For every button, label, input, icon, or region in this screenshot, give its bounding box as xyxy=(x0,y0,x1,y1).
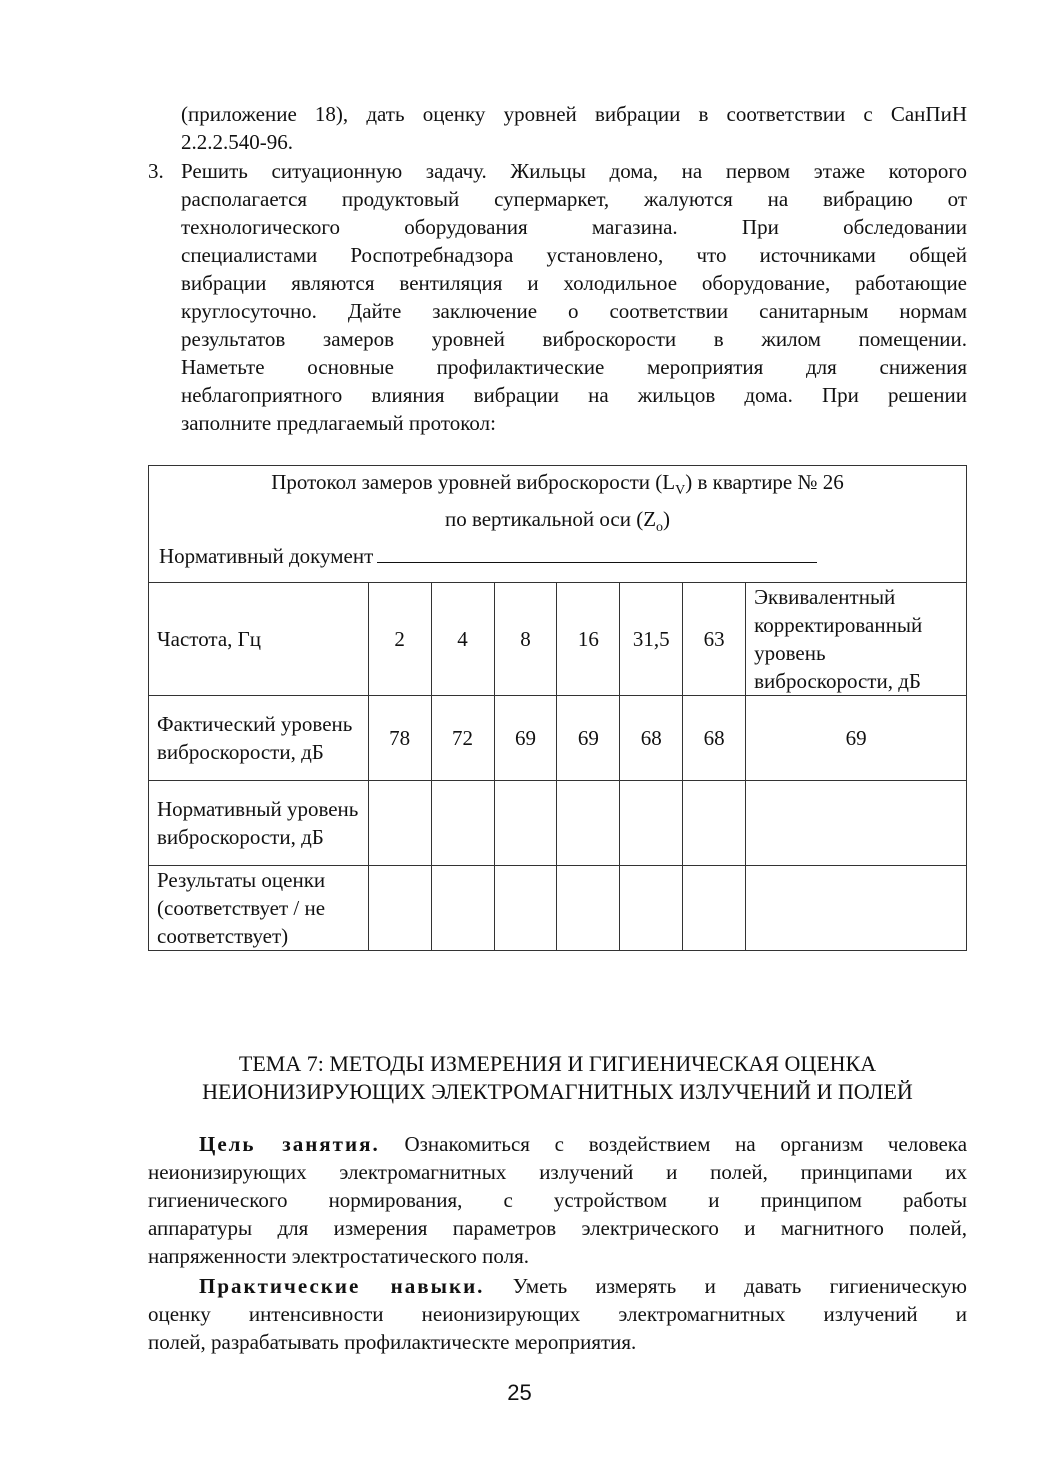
skills-line-2: оценку интенсивности неионизирующих электромагнитных излучений и xyxy=(148,1302,967,1326)
item3-line-10: заполните предлагаемый протокол: xyxy=(181,411,496,435)
intro-line-2: 2.2.2.540-96. xyxy=(181,130,293,154)
table-row xyxy=(149,866,967,951)
goal-line-1: Цель занятия. Ознакомиться с воздействием на организм человека xyxy=(199,1132,968,1156)
value-cell xyxy=(620,781,683,866)
value-cell xyxy=(683,781,746,866)
item3-line-5: вибрации являются вентиляция и холодильное оборудование, работающие xyxy=(181,271,967,295)
intro-line-1: (приложение 18), дать оценку уровней вибрации в соответствии с СанПиН xyxy=(181,102,967,126)
value-cell xyxy=(557,781,620,866)
skills-line-3: полей, разрабатывать профилактическте мероприятия. xyxy=(148,1330,637,1354)
item3-line-1: Решить ситуационную задачу. Жильцы дома, на первом этаже которого xyxy=(181,159,967,183)
value-cell: 69 xyxy=(557,696,620,781)
goal-line-3: гигиенического нормирования, с устройством и принципом работы xyxy=(148,1188,967,1212)
item3-line-2: располагается продуктовый супермаркет, жалуются на вибрацию от xyxy=(181,187,967,211)
value-cell: 78 xyxy=(368,696,431,781)
item3-line-8: Наметьте основные профилактические мероприятия для снижения xyxy=(181,355,967,379)
table-row xyxy=(149,781,967,866)
value-cell: 72 xyxy=(431,696,494,781)
value-cell xyxy=(368,866,431,951)
goal-label: Цель занятия. xyxy=(199,1132,380,1156)
topic-title-line-1: ТЕМА 7: МЕТОДЫ ИЗМЕРЕНИЯ И ГИГИЕНИЧЕСКАЯ ОЦЕНКА xyxy=(238,1051,877,1076)
equiv-cell xyxy=(746,781,967,866)
value-cell: 68 xyxy=(620,696,683,781)
row-label: Нормативный уровень виброскорости, дБ xyxy=(149,781,369,866)
frequency-label: Частота, Гц xyxy=(149,583,369,696)
protocol-table xyxy=(148,465,967,951)
value-cell xyxy=(431,866,494,951)
freq-cell: 31,5 xyxy=(620,583,683,696)
freq-cell: 8 xyxy=(494,583,557,696)
value-cell xyxy=(557,866,620,951)
value-cell xyxy=(494,781,557,866)
goal-line-4: аппаратуры для измерения параметров электрического и магнитного полей, xyxy=(148,1216,967,1240)
protocol-title-line-1: Протокол замеров уровней виброскорости $(L_V)$ в квартире № 26 xyxy=(271,470,844,499)
freq-cell: 63 xyxy=(683,583,746,696)
value-cell: 69 xyxy=(494,696,557,781)
skills-label: Практические навыки. xyxy=(199,1274,485,1298)
row-label: Фактический уровень виброскорости, дБ xyxy=(149,696,369,781)
item3-line-9: неблагоприятного влияния вибрации на жильцов дома. При решении xyxy=(181,383,967,407)
skills-line-1: Практические навыки. Уметь измерять и давать гигиеническую xyxy=(199,1274,968,1298)
item3-line-3: технологического оборудования магазина. При обследовании xyxy=(181,215,967,239)
freq-cell: 4 xyxy=(431,583,494,696)
value-cell xyxy=(368,781,431,866)
item3-line-4: специалистами Роспотребнадзора установлено, что источниками общей xyxy=(181,243,967,267)
table-row xyxy=(149,696,967,781)
protocol-header xyxy=(149,466,967,583)
protocol-title-line-2: по вертикальной оси $(Z_o)$ xyxy=(444,507,671,536)
goal-line-5: напряженности электростатического поля. xyxy=(148,1244,530,1268)
value-cell xyxy=(494,866,557,951)
value-cell xyxy=(683,866,746,951)
value-cell xyxy=(620,866,683,951)
frequency-row xyxy=(149,583,967,696)
page-number: 25 xyxy=(507,1380,532,1405)
item3-line-6: круглосуточно. Дайте заключение о соответствии санитарным нормам xyxy=(181,299,967,323)
item3-line-7: результатов замеров уровней виброскорости в жилом помещении. xyxy=(181,327,967,351)
norm-document-row xyxy=(159,542,956,570)
goal-line-2: неионизирующих электромагнитных излучений и полей, принципами их xyxy=(148,1160,967,1184)
equiv-cell: 69 xyxy=(746,696,967,781)
row-label: Результаты оценки (соответствует / не соответствует) xyxy=(149,866,369,951)
norm-document-blank xyxy=(377,542,817,563)
value-cell: 68 xyxy=(683,696,746,781)
freq-cell: 16 xyxy=(557,583,620,696)
freq-cell: 2 xyxy=(368,583,431,696)
value-cell xyxy=(431,781,494,866)
equiv-header: Эквивалентный корректированный уровень виброскорости, дБ xyxy=(746,583,967,696)
topic-title-line-2: НЕИОНИЗИРУЮЩИХ ЭЛЕКТРОМАГНИТНЫХ ИЗЛУЧЕНИЙ И ПОЛЕЙ xyxy=(202,1079,913,1104)
norm-document-label: Нормативный документ xyxy=(159,544,374,569)
item-number: 3. xyxy=(148,159,164,183)
equiv-cell xyxy=(746,866,967,951)
